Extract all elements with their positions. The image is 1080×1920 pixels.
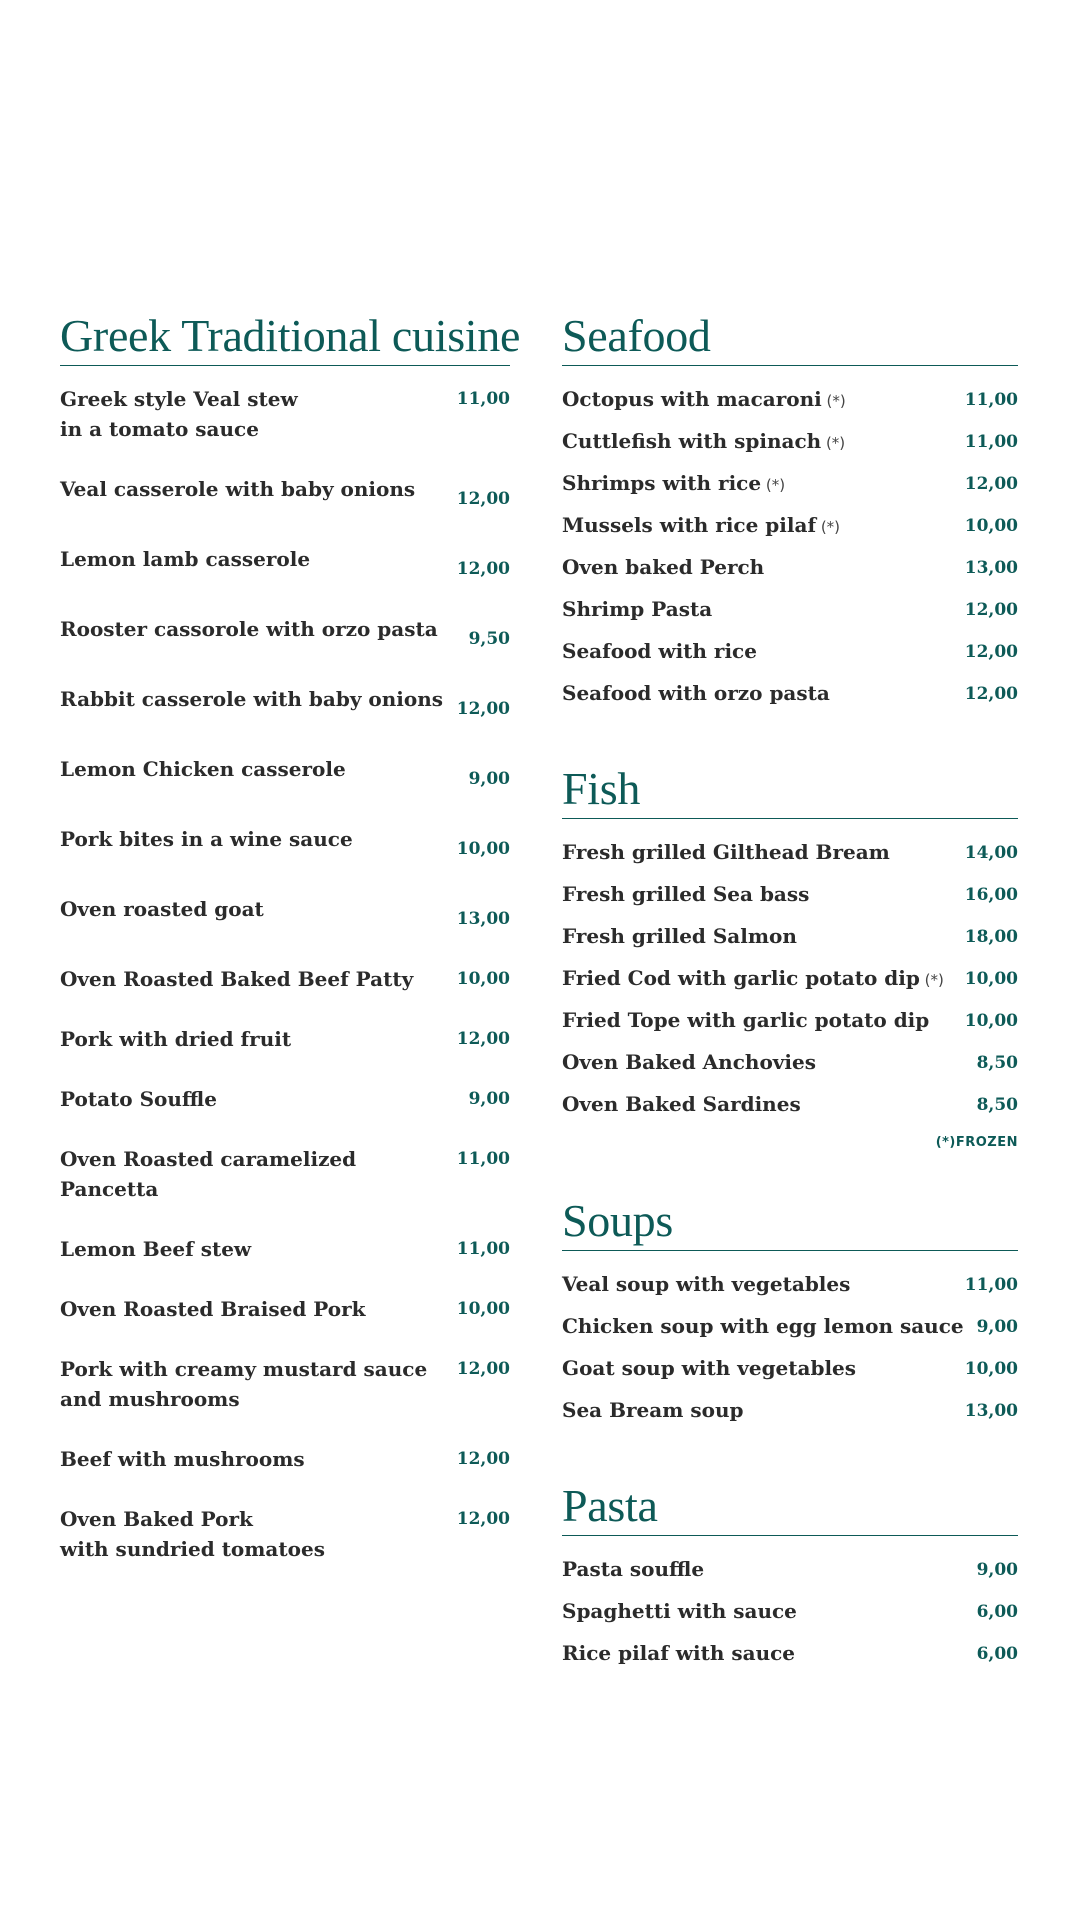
item-price: 10,00 (964, 1359, 1018, 1379)
item-price: 13,00 (964, 1401, 1018, 1421)
item-price: 11,00 (456, 1239, 510, 1259)
menu-list (562, 1548, 1018, 1674)
item-price: 12,00 (456, 1509, 510, 1529)
item-name: Oven Baked Sardines (562, 1092, 801, 1116)
item-name: Rice pilaf with sauce (562, 1641, 796, 1665)
menu-item (60, 474, 510, 514)
item-price: 12,00 (964, 600, 1018, 620)
menu-item (562, 1083, 1018, 1125)
item-name: Spaghetti with sauce (562, 1599, 797, 1623)
item-name: Seafood with orzo pasta (562, 681, 830, 705)
item-price: 11,00 (456, 1149, 510, 1169)
item-price: 12,00 (964, 684, 1018, 704)
item-name: Potato Souffle (60, 1087, 217, 1111)
menu-item (60, 894, 510, 934)
menu-list (562, 1263, 1018, 1431)
menu-item (60, 1234, 510, 1264)
pasta-section (562, 1480, 1018, 1674)
menu-list (562, 831, 1018, 1125)
item-name: Pork with creamy mustard sauce and mushrooms (60, 1357, 428, 1411)
frozen-note: (*) (919, 971, 944, 989)
item-name: Cuttlefish with spinach (*) (562, 429, 846, 453)
item-name: Fried Cod with garlic potato dip (*) (562, 966, 944, 990)
item-name: Veal soup with vegetables (562, 1272, 851, 1296)
item-name: Goat soup with vegetables (562, 1356, 857, 1380)
greek-traditional-section (60, 310, 521, 1564)
seafood-section (562, 310, 1018, 714)
item-name: Oven Baked Anchovies (562, 1050, 816, 1074)
item-price: 11,00 (964, 1275, 1018, 1295)
menu-item (562, 999, 1018, 1041)
item-price: 18,00 (964, 927, 1018, 947)
item-name: Pork with dried fruit (60, 1027, 292, 1051)
item-price: 12,00 (456, 1029, 510, 1049)
menu-item (60, 754, 510, 794)
item-price: 9,00 (468, 769, 510, 789)
item-name: Fresh grilled Gilthead Bream (562, 840, 890, 864)
frozen-note: (*) (761, 476, 786, 494)
item-price: 10,00 (456, 1299, 510, 1319)
item-price: 13,00 (456, 909, 510, 929)
menu-item (60, 1294, 510, 1324)
item-name: Octopus with macaroni (*) (562, 387, 846, 411)
item-name: Oven Roasted Baked Beef Patty (60, 967, 414, 991)
item-name: Fresh grilled Salmon (562, 924, 797, 948)
menu-item (562, 462, 1018, 504)
menu-item (60, 544, 510, 584)
item-name: Lemon Beef stew (60, 1237, 252, 1261)
menu-item (60, 684, 510, 724)
menu-item (562, 630, 1018, 672)
item-name: Veal casserole with baby onions (60, 477, 416, 501)
item-price: 12,00 (964, 642, 1018, 662)
item-name: Chicken soup with egg lemon sauce (562, 1314, 964, 1338)
menu-list (60, 384, 510, 1564)
item-price: 11,00 (964, 390, 1018, 410)
item-name: Mussels with rice pilaf (*) (562, 513, 841, 537)
section-title: Fish (562, 766, 1018, 819)
item-price: 11,00 (456, 389, 510, 409)
menu-item (60, 1354, 510, 1414)
menu-item (562, 873, 1018, 915)
item-name: Rooster cassorole with orzo pasta (60, 617, 438, 641)
item-price: 9,00 (468, 1089, 510, 1109)
item-name: Seafood with rice (562, 639, 757, 663)
menu-item (60, 1144, 510, 1204)
item-name: Oven Roasted Braised Pork (60, 1297, 366, 1321)
item-name: Greek style Veal stew in a tomato sauce (60, 387, 298, 441)
item-price: 6,00 (976, 1602, 1018, 1622)
menu-item (562, 1347, 1018, 1389)
item-name: Lemon Chicken casserole (60, 757, 346, 781)
menu-item (60, 384, 510, 444)
menu-item (60, 1444, 510, 1474)
item-price: 12,00 (456, 559, 510, 579)
item-name: Pasta souffle (562, 1557, 705, 1581)
frozen-note: (*) (821, 434, 846, 452)
frozen-note: (*) (816, 518, 841, 536)
item-name: Beef with mushrooms (60, 1447, 305, 1471)
item-name: Shrimp Pasta (562, 597, 713, 621)
item-name: Fresh grilled Sea bass (562, 882, 810, 906)
item-name: Rabbit casserole with baby onions (60, 687, 444, 711)
menu-item (562, 957, 1018, 999)
item-price: 12,00 (456, 1359, 510, 1379)
item-price: 10,00 (456, 969, 510, 989)
menu-item (60, 614, 510, 654)
menu-item (562, 546, 1018, 588)
menu-item (60, 824, 510, 864)
item-name: Oven roasted goat (60, 897, 264, 921)
item-price: 9,00 (976, 1560, 1018, 1580)
section-title: Pasta (562, 1483, 1018, 1536)
item-name: Oven Baked Pork with sundried tomatoes (60, 1507, 325, 1561)
frozen-note: (*) (821, 392, 846, 410)
menu-item (562, 420, 1018, 462)
item-price: 10,00 (456, 839, 510, 859)
menu-item (562, 1041, 1018, 1083)
menu-item (562, 588, 1018, 630)
item-price: 16,00 (964, 885, 1018, 905)
menu-item (562, 1305, 1018, 1347)
item-price: 12,00 (456, 699, 510, 719)
menu-item (60, 964, 510, 994)
menu-item (60, 1024, 510, 1054)
menu-item (60, 1504, 510, 1564)
item-name: Oven baked Perch (562, 555, 765, 579)
item-price: 12,00 (456, 1449, 510, 1469)
item-name: Shrimps with rice (*) (562, 471, 786, 495)
item-price: 14,00 (964, 843, 1018, 863)
item-name: Pork bites in a wine sauce (60, 827, 353, 851)
item-price: 10,00 (964, 969, 1018, 989)
menu-item (562, 378, 1018, 420)
menu-item (562, 672, 1018, 714)
menu-item (562, 1263, 1018, 1305)
right-column (562, 310, 1018, 1726)
item-price: 8,50 (976, 1053, 1018, 1073)
menu-item (562, 1632, 1018, 1674)
item-name: Sea Bream soup (562, 1398, 744, 1422)
item-price: 12,00 (456, 489, 510, 509)
item-price: 9,00 (976, 1317, 1018, 1337)
item-price: 10,00 (964, 1011, 1018, 1031)
fish-section (562, 763, 1018, 1150)
frozen-footnote: (*)FROZEN (935, 1135, 1018, 1150)
menu-item (562, 1590, 1018, 1632)
menu-item (562, 915, 1018, 957)
item-price: 13,00 (964, 558, 1018, 578)
section-title: Seafood (562, 313, 1018, 366)
item-price: 8,50 (976, 1095, 1018, 1115)
item-name: Fried Tope with garlic potato dip (562, 1008, 930, 1032)
section-title: Greek Traditional cuisine (60, 313, 510, 366)
item-name: Oven Roasted caramelized Pancetta (60, 1147, 357, 1201)
item-price: 9,50 (468, 629, 510, 649)
menu-item (562, 504, 1018, 546)
menu-item (562, 1548, 1018, 1590)
menu-list (562, 378, 1018, 714)
menu-item (562, 1389, 1018, 1431)
section-title: Soups (562, 1198, 1018, 1251)
item-price: 11,00 (964, 432, 1018, 452)
menu-item (60, 1084, 510, 1114)
item-price: 12,00 (964, 474, 1018, 494)
item-price: 10,00 (964, 516, 1018, 536)
item-name: Lemon lamb casserole (60, 547, 311, 571)
item-price: 6,00 (976, 1644, 1018, 1664)
menu-item (562, 831, 1018, 873)
soups-section (562, 1195, 1018, 1431)
